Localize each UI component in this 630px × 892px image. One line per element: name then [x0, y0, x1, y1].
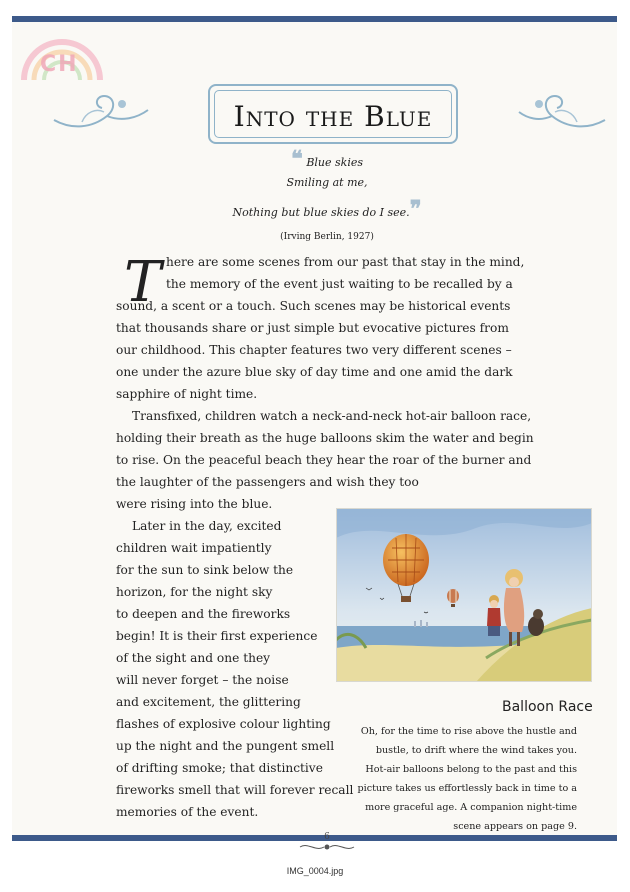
page-number-ornament-icon: [298, 842, 356, 852]
paragraph-1-line-7: sapphire of night time.: [116, 387, 258, 401]
quote-line-3: Nothing but blue skies do I see.❞: [232, 196, 422, 222]
paragraph-3-line-7: of the sight and one they: [116, 651, 271, 665]
balloon-race-illustration: [336, 508, 592, 682]
paragraph-3-line-12: of drifting smoke; that distinctive: [116, 761, 323, 775]
paragraph-2-line-4: the laughter of the passengers and wish they too: [116, 475, 419, 489]
paragraph-2-line-1: Transfixed, children watch a neck-and-neck hot-air balloon race,: [132, 409, 532, 423]
paragraph-1-line-1: here are some scenes from our past that stay in the mind,: [166, 255, 525, 269]
paragraph-3-line-2: children wait impatiently: [116, 541, 272, 555]
paragraph-3-line-1: Later in the day, excited: [132, 519, 282, 533]
open-quote-icon: ❝: [290, 146, 303, 172]
chapter-title: Into the Blue: [233, 100, 433, 133]
paragraph-3-line-11: up the night and the pungent smell: [116, 739, 335, 753]
book-page: [12, 16, 617, 841]
paragraph-2-line-2: holding their breath as the huge balloons skim the water and begin: [116, 431, 534, 445]
paragraph-3-line-14: memories of the event.: [116, 805, 259, 819]
caption-line-6: scene appears on page 9.: [453, 821, 577, 832]
paragraph-1-line-3: sound, a scent or a touch. Such scenes may be historical events: [116, 299, 511, 313]
caption-line-5: more graceful age. A companion night-time: [365, 802, 577, 813]
paragraph-1-line-2: the memory of the event just waiting to be recalled by a: [166, 277, 513, 291]
page-number: 6: [324, 832, 330, 842]
paragraph-3-line-13: fireworks smell that will forever recall: [116, 783, 354, 797]
drop-cap: T: [124, 250, 162, 315]
paragraph-2-line-3: to rise. On the peaceful beach they hear the roar of the burner and: [116, 453, 532, 467]
quote-citation: (Irving Berlin, 1927): [280, 232, 374, 242]
paragraph-1-line-5: our childhood. This chapter features two very different scenes –: [116, 343, 512, 357]
watermark-text: CH: [40, 52, 79, 77]
quote-line-1: ❝ Blue skies: [290, 146, 364, 172]
close-quote-icon: ❞: [409, 196, 422, 222]
caption-line-2: bustle, to drift where the wind takes you.: [375, 745, 577, 756]
paragraph-3-line-5: to deepen and the fireworks: [116, 607, 291, 621]
chapter-title-frame: [208, 84, 458, 144]
left-flourish-ornament: [52, 82, 152, 132]
caption-line-4: picture takes us effortlessly back in time to a: [357, 783, 577, 794]
right-flourish-ornament: [517, 82, 607, 132]
paragraph-2-line-5: were rising into the blue.: [116, 497, 273, 511]
paragraph-3-line-6: begin! It is their first experience: [116, 629, 318, 643]
quote-line-2: Smiling at me,: [286, 176, 368, 189]
caption-line-1: Oh, for the time to rise above the hustle and: [360, 726, 577, 737]
caption-text: [357, 722, 577, 836]
paragraph-3-line-3: for the sun to sink below the: [116, 563, 294, 577]
caption-title: Balloon Race: [502, 699, 593, 715]
paragraph-1-line-6: one under the azure blue sky of day time and one amid the dark: [116, 365, 513, 379]
paragraph-3-line-10: flashes of explosive colour lighting: [116, 717, 331, 731]
paragraph-3-line-9: and excitement, the glittering: [116, 695, 301, 709]
paragraph-1-line-4: that thousands share or just simple but evocative pictures from: [116, 321, 509, 335]
caption-line-3: Hot-air balloons belong to the past and this: [365, 764, 577, 775]
paragraph-3-line-8: will never forget – the noise: [116, 673, 289, 687]
image-filename: IMG_0004.jpg: [286, 866, 344, 876]
paragraph-3-line-4: horizon, for the night sky: [116, 585, 273, 599]
